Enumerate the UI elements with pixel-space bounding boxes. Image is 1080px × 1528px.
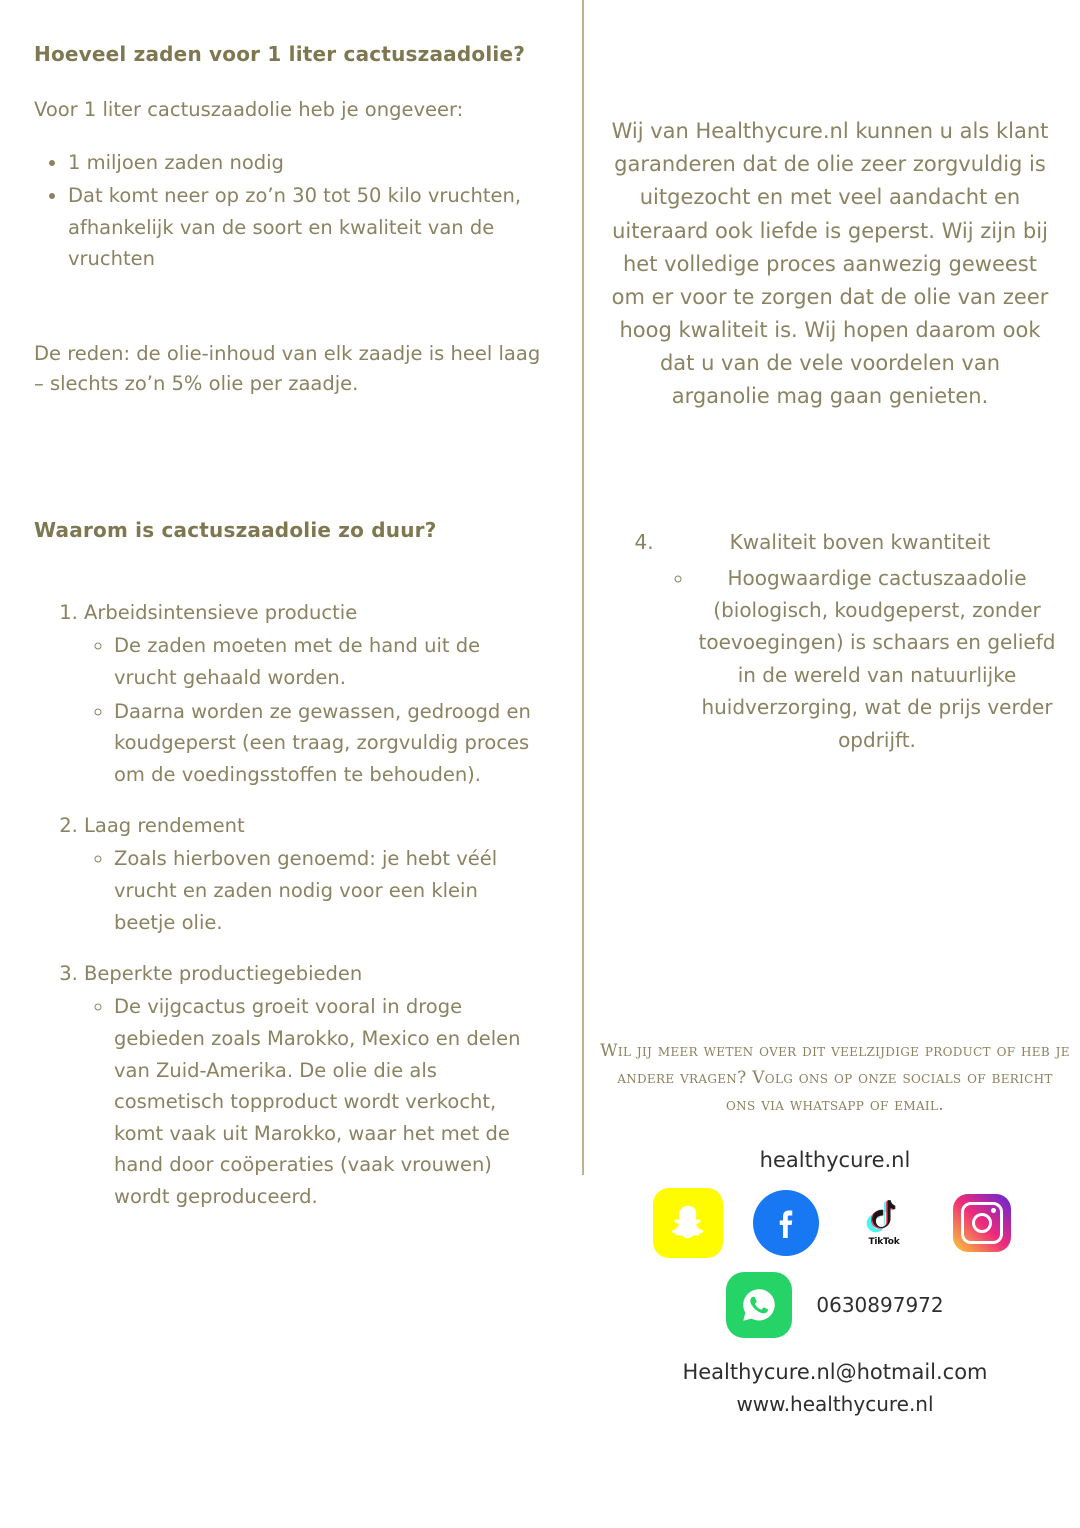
sub-list	[84, 843, 544, 938]
whatsapp-icon[interactable]	[726, 1272, 792, 1338]
right-column	[600, 40, 1060, 756]
left-column	[34, 40, 544, 1232]
instagram-link[interactable]	[947, 1188, 1017, 1258]
heading-why-expensive: Waarom is cactuszaadolie zo duur?	[34, 518, 437, 543]
footer-contact	[600, 1038, 1070, 1416]
list-item: • 1 miljoen zaden nodig	[68, 147, 544, 179]
instagram-icon[interactable]	[953, 1194, 1011, 1252]
seed-bullet-list	[34, 147, 544, 275]
facebook-icon[interactable]	[753, 1190, 819, 1256]
spacer	[34, 420, 544, 516]
whatsapp-row	[600, 1272, 1070, 1338]
quality-item-wrap	[600, 526, 1060, 756]
website-url: www.healthycure.nl	[736, 1391, 934, 1416]
snapchat-link[interactable]	[653, 1188, 723, 1258]
list-item-title: Arbeidsintensieve productie	[84, 601, 358, 625]
paragraph-intro: Voor 1 liter cactuszaadolie heb je ongeveer:	[34, 98, 464, 121]
quality-list	[600, 526, 1060, 756]
footer-cta-text: Wil jij meer weten over dit veelzijdige product of heb je andere vragen? Volg ons op onze socials of bericht ons via whatsapp of email.	[600, 1041, 1070, 1116]
reasons-list	[34, 597, 544, 1212]
spacer	[34, 283, 544, 339]
list-item: ◦ De vijgcactus groeit vooral in droge gebieden zoals Marokko, Mexico en delen van Zuid-Amerika. De olie die als cosmetisch topproduct wordt verkocht, komt vaak uit Marokko, waar het met de hand door coöperaties (vaak vrouwen) wordt geproduceerd.	[114, 991, 544, 1212]
list-item: • Dat komt neer op zo’n 30 tot 50 kilo vruchten, afhankelijk van de soort en kwaliteit van de vruchten	[68, 180, 544, 275]
list-item: ◦ Daarna worden ze gewassen, gedroogd en koudgeperst (een traag, zorgvuldig proces om de voedingsstoffen te behouden).	[114, 696, 544, 791]
email-address: Healthycure.nl@hotmail.com	[682, 1359, 988, 1384]
list-item-title: Laag rendement	[84, 814, 245, 838]
list-item	[660, 526, 1060, 756]
list-item	[84, 958, 544, 1212]
facebook-link[interactable]	[751, 1188, 821, 1258]
tiktok-label: TikTok	[868, 1237, 900, 1248]
list-item-title: Kwaliteit boven kwantiteit	[729, 529, 991, 554]
paragraph-reason: De reden: de olie-inhoud van elk zaadje is heel laag – slechts zo’n 5% olie per zaadje.	[34, 341, 541, 395]
list-item-title: Beperkte productiegebieden	[84, 962, 363, 986]
instagram-dot	[991, 1208, 996, 1213]
list-item	[84, 810, 544, 938]
tiktok-link[interactable]	[849, 1188, 919, 1258]
phone-number: 0630897972	[816, 1292, 944, 1317]
tiktok-icon[interactable]	[853, 1192, 915, 1254]
list-item: ◦ Hoogwaardige cactuszaadolie (biologisch, koudgeperst, zonder toevoegingen) is schaars en geliefd in de wereld van natuurlijke huidverzorging, wat de prijs verder opdrijft.	[694, 562, 1060, 756]
list-item	[84, 597, 544, 790]
sub-list	[84, 630, 544, 790]
list-item: ◦ Zoals hierboven genoemd: je hebt véél vrucht en zaden nodig voor een klein beetje olie.	[114, 843, 544, 938]
instagram-glyph	[961, 1202, 1003, 1244]
list-item: ◦ De zaden moeten met de hand uit de vrucht gehaald worden.	[114, 630, 544, 693]
social-links	[600, 1188, 1070, 1258]
site-name: healthycure.nl	[759, 1147, 911, 1172]
snapchat-icon[interactable]	[653, 1188, 723, 1258]
spacer	[34, 571, 544, 597]
sub-list	[660, 562, 1060, 756]
paragraph-company-promise: Wij van Healthycure.nl kunnen u als klant garanderen dat de olie zeer zorgvuldig is uitgezocht en met veel aandacht en uiteraard ook liefde is geperst. Wij zijn bij het volledige proces aanwezig geweest om er voor te zorgen dat de olie van zeer hoog kwaliteit is. Wij hopen daarom ook dat u van de vele voordelen van arganolie mag gaan genieten.	[611, 119, 1049, 409]
heading-seeds-per-liter: Hoeveel zaden voor 1 liter cactuszaadolie?	[34, 42, 526, 66]
sub-list	[84, 991, 544, 1212]
column-divider	[582, 0, 584, 1175]
